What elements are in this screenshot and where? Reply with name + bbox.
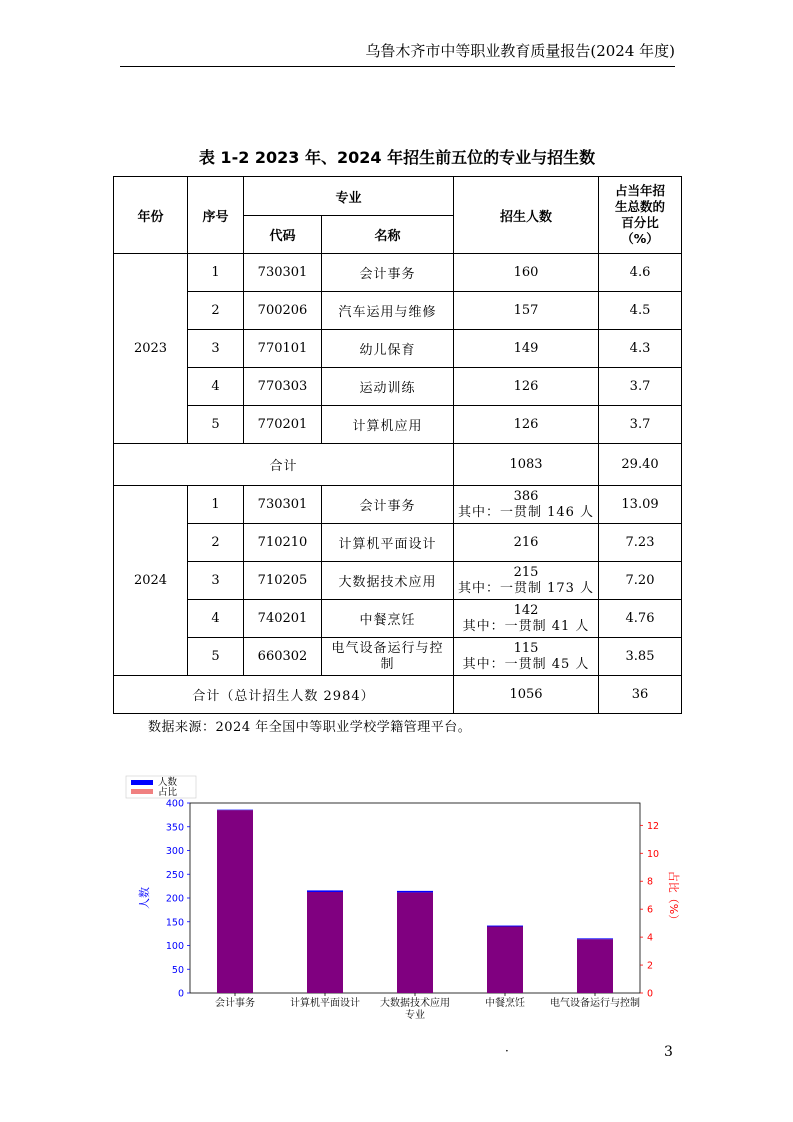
header-year: 年份	[114, 177, 188, 254]
total-enroll: 1083	[454, 444, 599, 486]
percent-cell: 13.09	[599, 486, 682, 524]
name-cell: 幼儿保育	[322, 330, 454, 368]
enrollment-table	[113, 176, 682, 714]
y-tick-label: 100	[165, 941, 184, 952]
header-name: 名称	[322, 216, 454, 254]
y-axis-label: 人数	[138, 887, 151, 909]
total-label: 合计（总计招生人数 2984）	[114, 676, 454, 714]
y2-tick-label: 10	[647, 848, 660, 860]
index-cell: 5	[188, 406, 244, 444]
legend-swatch-enrollment	[131, 780, 153, 785]
code-cell: 770303	[244, 368, 322, 406]
legend-swatch-percentage	[131, 789, 153, 794]
table-row	[114, 254, 682, 292]
table-row	[114, 486, 682, 524]
y-tick-label: 350	[165, 822, 184, 834]
enroll-note: 其中：一贯制 173 人	[457, 580, 595, 596]
enroll-cell: 160	[454, 254, 599, 292]
percent-cell: 4.6	[599, 254, 682, 292]
y-tick-label: 400	[165, 798, 184, 810]
x-tick-label: 大数据技术应用	[380, 998, 450, 1009]
bar-overlap	[307, 892, 343, 993]
enroll-value: 386	[513, 488, 539, 504]
x-tick-label: 电气设备运行与控制	[550, 998, 640, 1009]
table-row	[114, 600, 682, 638]
name-cell: 计算机平面设计	[322, 524, 454, 562]
y-tick-label: 50	[171, 964, 184, 976]
year-cell: 2023	[114, 254, 188, 444]
table-row	[114, 406, 682, 444]
enroll-note: 其中：一贯制 45 人	[462, 656, 590, 672]
table-row	[114, 524, 682, 562]
enroll-cell	[454, 486, 599, 524]
enroll-cell: 126	[454, 368, 599, 406]
y2-axis-label: 占比（%）	[667, 870, 680, 926]
enroll-value: 115	[513, 640, 539, 656]
total-row	[114, 676, 682, 714]
index-cell: 1	[188, 254, 244, 292]
y2-tick-label: 2	[647, 960, 654, 972]
bar-enrollment	[397, 891, 433, 893]
legend-label-percentage: 占比	[158, 787, 178, 798]
code-cell: 700206	[244, 292, 322, 330]
percent-cell: 7.20	[599, 562, 682, 600]
enroll-cell	[454, 600, 599, 638]
y-tick-label: 150	[165, 917, 184, 929]
name-line: 制	[380, 656, 395, 672]
table-row	[114, 292, 682, 330]
index-cell: 3	[188, 330, 244, 368]
header-percent-line: （%）	[621, 231, 659, 246]
y2-tick-label: 12	[647, 820, 660, 832]
table-row	[114, 638, 682, 676]
data-source-note: 数据来源：2024 年全国中等职业学校学籍管理平台。	[148, 720, 472, 735]
percent-cell: 4.5	[599, 292, 682, 330]
index-cell: 2	[188, 292, 244, 330]
percent-cell: 7.23	[599, 524, 682, 562]
bar-enrollment	[577, 938, 613, 939]
y2-tick-label: 6	[647, 904, 654, 916]
x-axis-label: 专业	[405, 1010, 425, 1021]
total-row	[114, 444, 682, 486]
enroll-note: 其中：一贯制 41 人	[462, 618, 590, 634]
percent-cell: 4.3	[599, 330, 682, 368]
code-cell: 710210	[244, 524, 322, 562]
enroll-cell	[454, 562, 599, 600]
x-tick-label: 中餐烹饪	[485, 998, 525, 1009]
percent-cell: 4.76	[599, 600, 682, 638]
percent-cell: 3.7	[599, 368, 682, 406]
enroll-note: 其中：一贯制 146 人	[457, 504, 595, 520]
code-cell: 730301	[244, 486, 322, 524]
name-cell: 中餐烹饪	[322, 600, 454, 638]
report-title: 乌鲁木齐市中等职业教育质量报告(2024 年度)	[365, 42, 675, 60]
header-enroll: 招生人数	[454, 177, 599, 254]
enroll-value: 142	[513, 602, 539, 618]
total-percent: 36	[599, 676, 682, 714]
index-cell: 1	[188, 486, 244, 524]
year-cell: 2024	[114, 486, 188, 676]
percent-cell: 3.7	[599, 406, 682, 444]
header-percent	[599, 177, 682, 254]
index-cell: 4	[188, 600, 244, 638]
y2-tick-label: 8	[647, 876, 654, 888]
header-index: 序号	[188, 177, 244, 254]
bar-overlap	[577, 939, 613, 993]
name-cell: 大数据技术应用	[322, 562, 454, 600]
header-percent-line: 百分比	[621, 215, 659, 230]
name-cell: 会计事务	[322, 486, 454, 524]
y-tick-label: 0	[177, 988, 184, 1000]
table-row	[114, 330, 682, 368]
total-enroll: 1056	[454, 676, 599, 714]
enroll-cell: 126	[454, 406, 599, 444]
y-tick-label: 250	[165, 869, 184, 881]
name-cell	[322, 638, 454, 676]
table-caption: 表 1-2 2023 年、2024 年招生前五位的专业与招生数	[198, 148, 596, 167]
header-percent-line: 占当年招	[615, 183, 666, 198]
code-cell: 770201	[244, 406, 322, 444]
name-cell: 会计事务	[322, 254, 454, 292]
enroll-cell	[454, 638, 599, 676]
x-tick-label: 计算机平面设计	[290, 998, 360, 1009]
enroll-cell: 149	[454, 330, 599, 368]
enrollment-bar-chart	[122, 772, 682, 1022]
page-number: 3	[664, 1044, 673, 1060]
name-cell: 运动训练	[322, 368, 454, 406]
table-row	[114, 562, 682, 600]
index-cell: 4	[188, 368, 244, 406]
header-major: 专业	[244, 177, 454, 216]
bar-enrollment	[307, 890, 343, 892]
bar-overlap	[217, 810, 253, 993]
code-cell: 660302	[244, 638, 322, 676]
header-percent-line: 生总数的	[615, 199, 666, 214]
y-tick-label: 300	[165, 846, 184, 857]
header-code: 代码	[244, 216, 322, 254]
x-tick-label: 会计事务	[215, 998, 255, 1009]
name-cell: 汽车运用与维修	[322, 292, 454, 330]
footer-dot: ·	[505, 1044, 509, 1058]
name-line: 电气设备运行与控	[331, 640, 444, 656]
enroll-cell: 216	[454, 524, 599, 562]
code-cell: 770101	[244, 330, 322, 368]
code-cell: 710205	[244, 562, 322, 600]
percent-cell: 3.85	[599, 638, 682, 676]
total-percent: 29.40	[599, 444, 682, 486]
enroll-value: 215	[513, 564, 539, 580]
code-cell: 730301	[244, 254, 322, 292]
code-cell: 740201	[244, 600, 322, 638]
bar-overlap	[397, 892, 433, 993]
index-cell: 3	[188, 562, 244, 600]
total-label: 合计	[114, 444, 454, 486]
table-row	[114, 368, 682, 406]
y-tick-label: 200	[165, 893, 184, 905]
y2-tick-label: 0	[647, 988, 654, 1000]
legend-label-enrollment: 人数	[158, 777, 178, 788]
page-header	[120, 40, 675, 67]
index-cell: 5	[188, 638, 244, 676]
name-cell: 计算机应用	[322, 406, 454, 444]
index-cell: 2	[188, 524, 244, 562]
bar-overlap	[487, 927, 523, 994]
bar-enrollment	[487, 926, 523, 927]
enroll-cell: 157	[454, 292, 599, 330]
y2-tick-label: 4	[647, 932, 654, 944]
